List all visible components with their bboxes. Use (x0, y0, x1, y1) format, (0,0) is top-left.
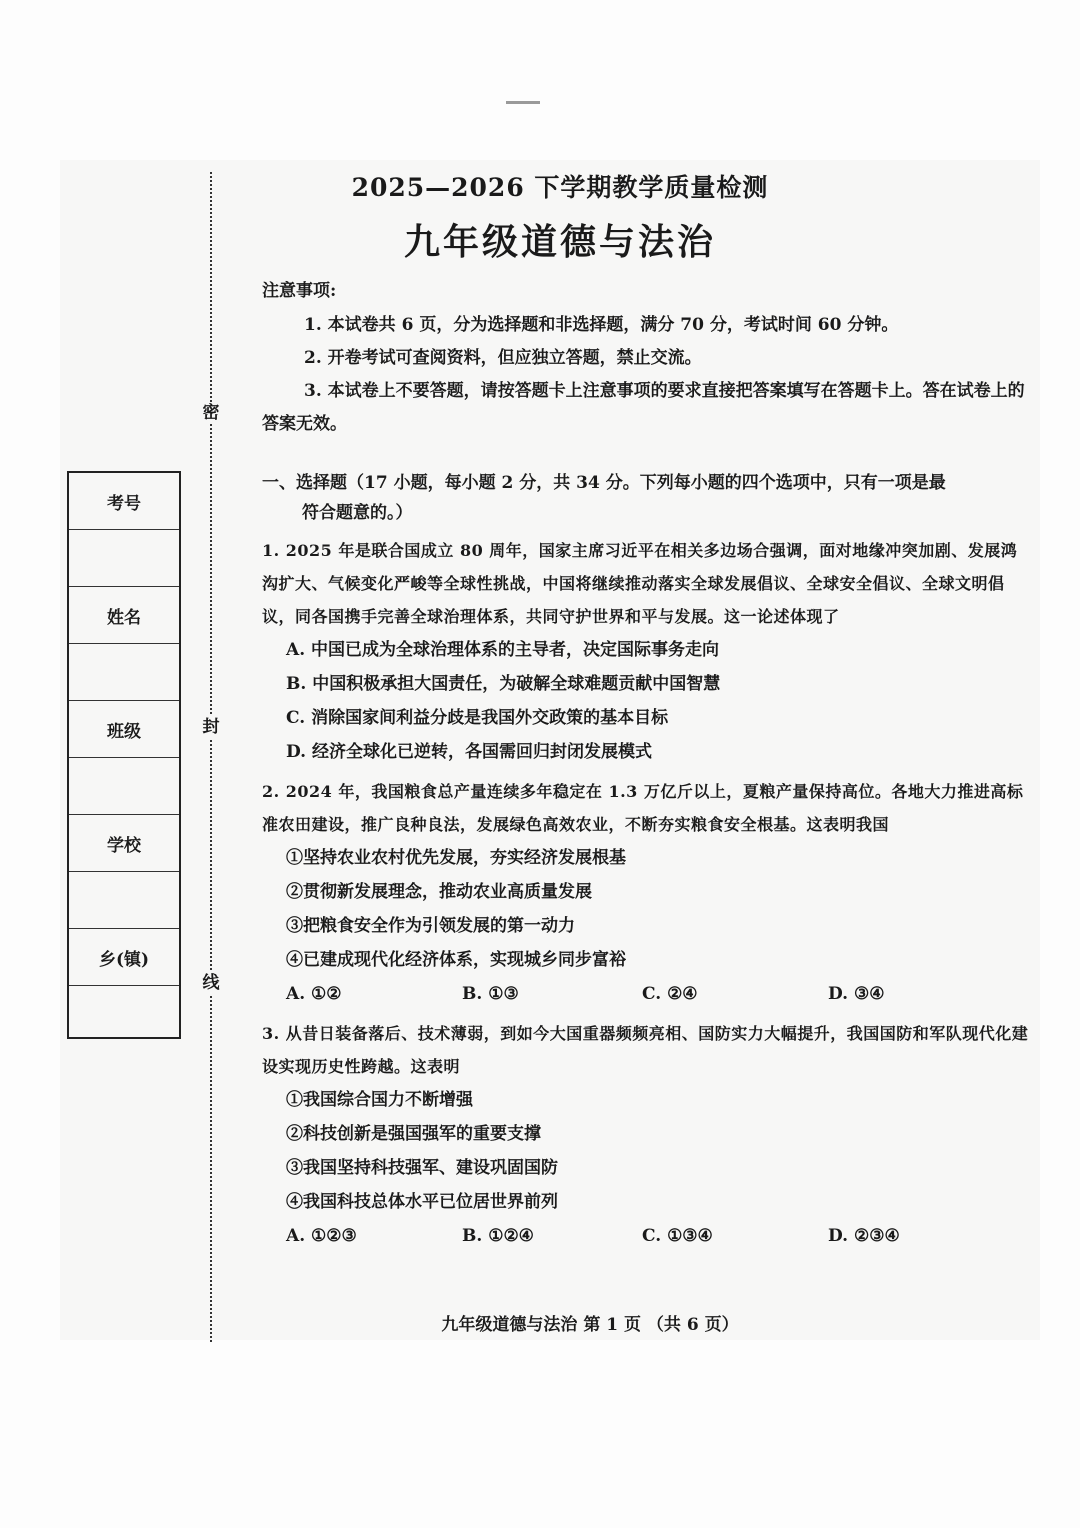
statement-4: ④我国科技总体水平已位居世界前列 (286, 1192, 558, 1212)
statement-1: ①我国综合国力不断增强 (286, 1090, 473, 1110)
choice-c[interactable]: C. ①③④ (642, 1226, 713, 1246)
exam-content (262, 276, 1032, 1253)
info-label-township: 乡(镇) (69, 929, 179, 986)
statement-3: ③我国坚持科技强军、建设巩固国防 (286, 1158, 558, 1178)
note-item: 1. 本试卷共 6 页，分为选择题和非选择题，满分 70 分，考试时间 60 分钟。 (304, 315, 899, 335)
notes-heading: 注意事项: (262, 281, 337, 301)
binding-char-feng: 封 (200, 716, 222, 738)
option-b[interactable]: B. 中国积极承担大国责任，为破解全球难题贡献中国智慧 (286, 674, 721, 694)
choice-a[interactable]: A. ①② (286, 984, 342, 1004)
question-stem: 3. 从昔日装备落后、技术薄弱，到如今大国重器频频亮相、国防实力大幅提升，我国国防和军队现代化建设实现历史性跨越。这表明 (262, 1024, 1029, 1076)
section-heading-continued: 符合题意的。） (302, 503, 413, 523)
info-field-exam-number[interactable] (69, 530, 179, 587)
question-stem: 1. 2025 年是联合国成立 80 周年，国家主席习近平在相关多边场合强调，面对地缘冲突加剧、发展鸿沟扩大、气候变化严峻等全球性挑战，中国将继续推动落实全球发展倡议、全球安全倡议、全球文明倡议，同各国携手完善全球治理体系，共同守护世界和平与发展。这一论述体现了 (262, 541, 1018, 626)
statement-4: ④已建成现代化经济体系，实现城乡同步富裕 (286, 950, 626, 970)
info-label-school: 学校 (69, 815, 179, 872)
choice-c[interactable]: C. ②④ (642, 984, 698, 1004)
statement-2: ②贯彻新发展理念，推动农业高质量发展 (286, 882, 592, 902)
note-item: 2. 开卷考试可查阅资料，但应独立答题，禁止交流。 (304, 348, 702, 368)
option-a[interactable]: A. 中国已成为全球治理体系的主导者，决定国际事务走向 (286, 640, 720, 660)
choice-b[interactable]: B. ①③ (462, 984, 519, 1004)
option-c[interactable]: C. 消除国家间利益分歧是我国外交政策的基本目标 (286, 708, 669, 728)
choice-d[interactable]: D. ②③④ (828, 1226, 900, 1246)
info-field-class[interactable] (69, 758, 179, 815)
section-heading (262, 468, 1032, 528)
note-item: 3. 本试卷上不要答题，请按答题卡上注意事项的要求直接把答案填写在答题卡上。答在试卷上的答案无效。 (262, 381, 1025, 434)
section-heading-text: 一、选择题（17 小题，每小题 2 分，共 34 分。下列每小题的四个选项中，只有一项是最 (262, 473, 946, 493)
page-footer: 九年级道德与法治 第 1 页 （共 6 页） (441, 1315, 739, 1335)
student-info-box (67, 471, 181, 1039)
choice-b[interactable]: B. ①②④ (462, 1226, 534, 1246)
choice-d[interactable]: D. ③④ (828, 984, 885, 1004)
info-label-name: 姓名 (69, 587, 179, 644)
binding-char-xian: 线 (200, 972, 222, 994)
binding-dotted-line (210, 172, 212, 1342)
choice-row (262, 977, 1032, 1011)
info-label-exam-number: 考号 (69, 473, 179, 530)
question-1 (262, 534, 1032, 769)
question-3 (262, 1017, 1032, 1253)
statement-3: ③把粮食安全作为引领发展的第一动力 (286, 916, 575, 936)
choice-a[interactable]: A. ①②③ (286, 1226, 357, 1246)
info-field-name[interactable] (69, 644, 179, 701)
statement-2: ②科技创新是强国强军的重要支撑 (286, 1124, 541, 1144)
exam-title: 2025—2026 下学期教学质量检测 (351, 173, 769, 202)
info-field-school[interactable] (69, 872, 179, 929)
binding-char-mi: 密 (200, 402, 222, 424)
info-field-township[interactable] (69, 986, 179, 1043)
choice-row (262, 1219, 1032, 1253)
question-2 (262, 775, 1032, 1011)
question-stem: 2. 2024 年，我国粮食总产量连续多年稳定在 1.3 万亿斤以上，夏粮产量保持高位。各地大力推进高标准农田建设，推广良种良法，发展绿色高效农业，不断夯实粮食安全根基。这表明我国 (262, 782, 1024, 834)
option-d[interactable]: D. 经济全球化已逆转，各国需回归封闭发展模式 (286, 742, 652, 762)
subject-title: 九年级道德与法治 (403, 221, 716, 263)
top-mark (506, 101, 540, 104)
statement-1: ①坚持农业农村优先发展，夯实经济发展根基 (286, 848, 626, 868)
info-label-class: 班级 (69, 701, 179, 758)
